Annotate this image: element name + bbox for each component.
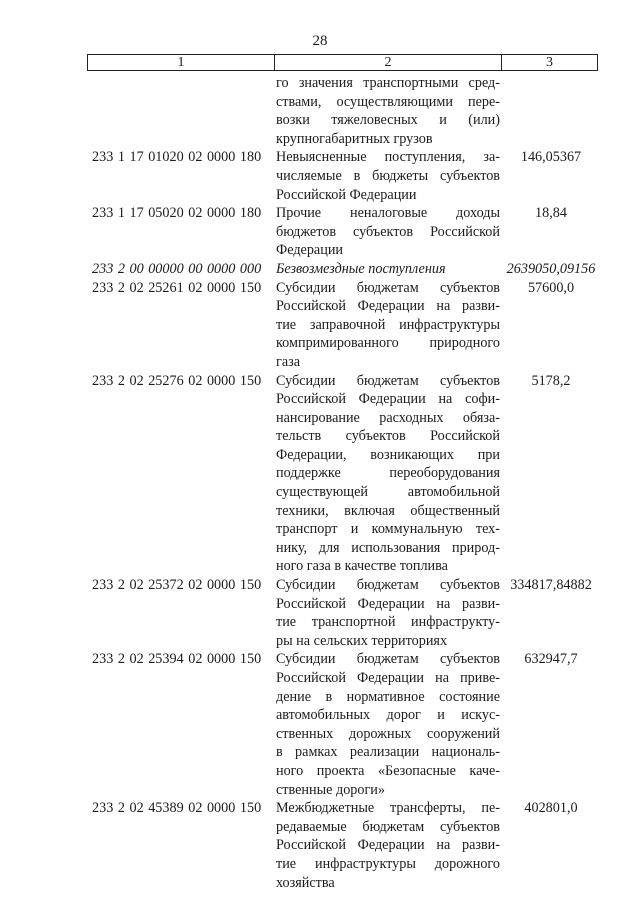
description-line: ного проекта «Безопасные каче-: [276, 762, 500, 779]
header-col-2: 2: [275, 55, 502, 70]
description-line: Российской Федерации на разви-: [276, 837, 500, 854]
budget-code: 233 1 17 05020 02 0000 180: [92, 205, 262, 222]
table-row: [0, 74, 640, 148]
description-line: Межбюджетные трансферты, пе-: [276, 800, 500, 817]
description-line: Безвозмездные поступления: [276, 260, 446, 277]
income-description: [276, 260, 500, 279]
amount: 2639050,09156: [506, 260, 596, 277]
income-description: [276, 279, 500, 372]
description-line: ного газа в качестве топлива: [276, 558, 448, 575]
table-row: [0, 260, 640, 279]
description-line: Субсидии бюджетам субъектов: [276, 279, 500, 296]
budget-code: 233 1 17 01020 02 0000 180: [92, 149, 262, 166]
table-header: [87, 54, 598, 71]
description-line: существующей автомобильной: [276, 484, 500, 501]
description-line: тие транспортной инфраструкту-: [276, 614, 500, 631]
amount: 334817,84882: [510, 577, 592, 594]
description-line: тельств субъектов Российской: [276, 428, 500, 445]
budget-code: 233 2 02 25372 02 0000 150: [92, 577, 262, 594]
budget-code: 233 2 02 25394 02 0000 150: [92, 651, 262, 668]
income-description: [276, 204, 500, 260]
description-line: газа: [276, 353, 301, 370]
description-line: Российской Федерации на софи-: [276, 391, 500, 408]
description-line: автомобильных дорог и искус-: [276, 707, 500, 724]
description-line: бюджетов субъектов Российской: [276, 223, 500, 240]
description-line: ственные дороги»: [276, 781, 385, 798]
budget-code: 233 2 02 45389 02 0000 150: [92, 800, 262, 817]
amount: 5178,2: [531, 372, 571, 389]
table-row: [0, 372, 640, 577]
amount: 57600,0: [527, 279, 575, 296]
description-line: поддержке переоборудования: [276, 465, 500, 482]
description-line: компримированного природного: [276, 335, 500, 352]
description-line: дение в нормативное состояние: [276, 688, 500, 705]
header-col-3: 3: [546, 55, 553, 70]
description-line: Субсидии бюджетам субъектов: [276, 577, 500, 594]
description-line: в рамках реализации националь-: [276, 744, 500, 761]
budget-code: 233 2 00 00000 00 0000 000: [92, 260, 262, 277]
table-row: [0, 576, 640, 650]
table-row: [0, 148, 640, 204]
income-description: [276, 650, 500, 799]
description-line: тие инфраструктуры дорожного: [276, 855, 500, 872]
description-line: Субсидии бюджетам субъектов: [276, 651, 500, 668]
description-line: числяемые в бюджеты субъектов: [276, 167, 500, 184]
description-line: нансирование расходных обяза-: [276, 409, 500, 426]
description-line: транспорт и коммунальную тех-: [276, 521, 500, 538]
table-row: [0, 204, 640, 260]
description-line: ственных дорожных сооружений: [276, 725, 500, 742]
table-body: [0, 74, 640, 892]
income-description: [276, 74, 500, 148]
table-row: [0, 650, 640, 799]
table-row: [0, 799, 640, 892]
description-line: тие заправочной инфраструктуры: [276, 316, 500, 333]
description-line: ствами, осуществляющими пере-: [276, 93, 500, 110]
description-line: го значения транспортными сред-: [276, 75, 500, 91]
income-description: [276, 799, 500, 892]
description-line: Невыясненные поступления, за-: [276, 149, 500, 166]
budget-code: 233 2 02 25261 02 0000 150: [92, 279, 262, 296]
amount: 632947,7: [524, 651, 578, 668]
amount: 402801,0: [524, 800, 578, 817]
description-line: Российской Федерации на разви-: [276, 595, 500, 612]
budget-code: 233 2 02 25276 02 0000 150: [92, 372, 262, 389]
page-number: 28: [312, 33, 328, 49]
amount: 18,84: [535, 205, 567, 222]
description-line: Субсидии бюджетам субъектов: [276, 372, 500, 389]
income-description: [276, 372, 500, 577]
header-col-1: 1: [88, 55, 275, 70]
description-line: Российской Федерации на приве-: [276, 670, 500, 686]
description-line: Федерации, возникающих при: [276, 446, 500, 463]
income-description: [276, 576, 500, 650]
description-line: Прочие неналоговые доходы: [276, 205, 500, 222]
description-line: редаваемые бюджетам субъектов: [276, 818, 500, 835]
description-line: Российской Федерации: [276, 186, 417, 203]
description-line: нику, для использования природ-: [276, 539, 500, 556]
description-line: хозяйства: [276, 874, 335, 891]
description-line: возки тяжеловесных и (или): [276, 112, 500, 129]
income-description: [276, 148, 500, 204]
description-line: крупногабаритных грузов: [276, 130, 433, 147]
amount: 146,05367: [520, 149, 582, 166]
description-line: техники, включая общественный: [276, 502, 500, 519]
description-line: Российской Федерации на разви-: [276, 298, 500, 315]
description-line: ры на сельских территориях: [276, 632, 448, 649]
description-line: Федерации: [276, 242, 344, 259]
table-row: [0, 279, 640, 372]
